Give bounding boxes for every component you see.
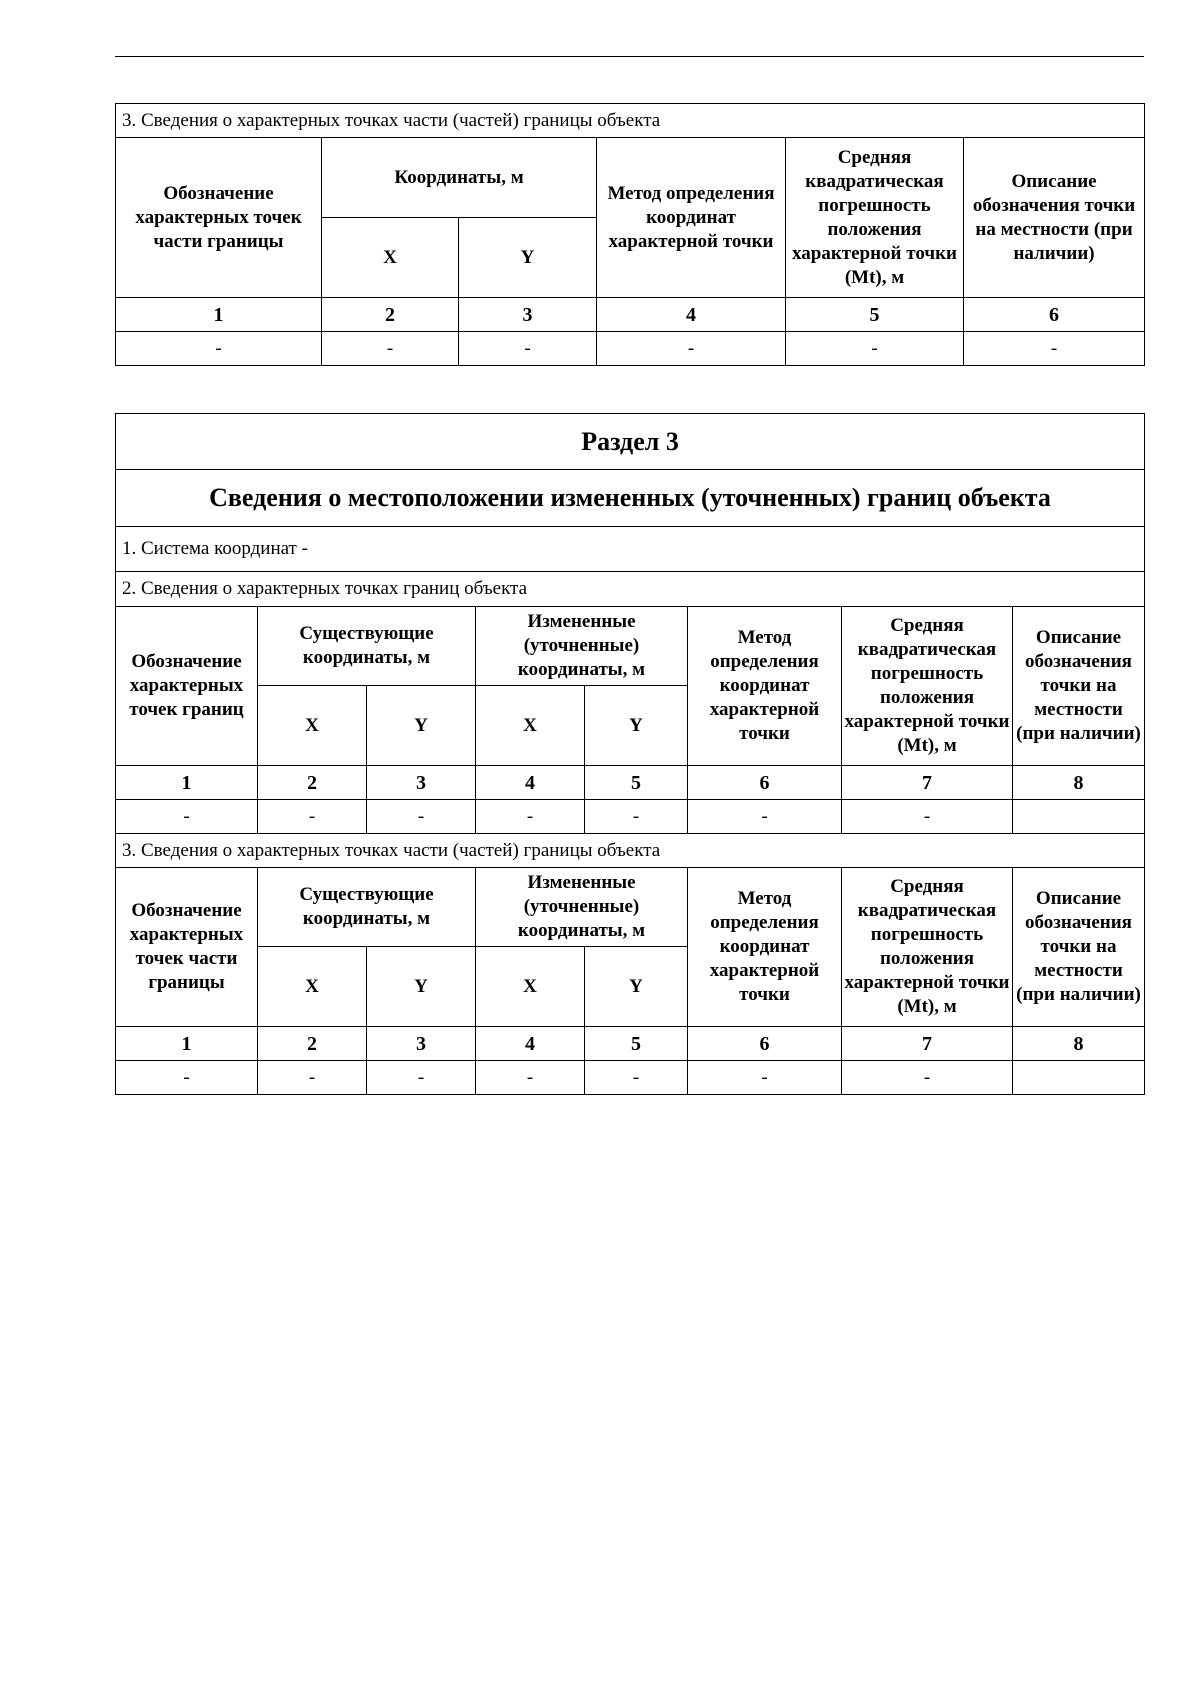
table-cell: - bbox=[597, 332, 786, 366]
header-method: Метод определения координат характерной точки bbox=[597, 138, 786, 298]
header-existing-y: Y bbox=[367, 686, 476, 766]
header-existing-y: Y bbox=[367, 947, 476, 1027]
header-method: Метод определения координат характерной точки bbox=[688, 868, 842, 1027]
coordinate-system-label: 1. Система координат - bbox=[116, 527, 1145, 572]
table-cell: - bbox=[116, 332, 322, 366]
column-number: 6 bbox=[688, 1027, 842, 1061]
page-top-rule bbox=[115, 56, 1144, 57]
column-number: 3 bbox=[367, 766, 476, 800]
table-cell: - bbox=[688, 1061, 842, 1095]
table-cell bbox=[1013, 800, 1145, 834]
table-cell: - bbox=[367, 800, 476, 834]
section-3-table bbox=[115, 413, 1145, 1095]
column-number: 7 bbox=[842, 1027, 1013, 1061]
header-description: Описание обозначения точки на местности (при наличии) bbox=[1013, 607, 1145, 766]
header-error: Средняя квадратическая погрешность положения характерной точки (Mt), м bbox=[842, 868, 1013, 1027]
column-numbers-row bbox=[116, 766, 1145, 800]
column-number: 4 bbox=[476, 766, 585, 800]
table-cell: - bbox=[842, 1061, 1013, 1095]
section-subtitle: Сведения о местоположении измененных (уточненных) границ объекта bbox=[116, 470, 1145, 527]
header-designation: Обозначение характерных точек границ bbox=[116, 607, 258, 766]
table-cell: - bbox=[258, 800, 367, 834]
column-number: 1 bbox=[116, 1027, 258, 1061]
header-x: X bbox=[322, 218, 459, 298]
table-cell: - bbox=[459, 332, 597, 366]
table-cell: - bbox=[688, 800, 842, 834]
column-number: 5 bbox=[585, 1027, 688, 1061]
column-number: 4 bbox=[597, 298, 786, 332]
table-row bbox=[116, 332, 1145, 366]
header-existing-x: X bbox=[258, 947, 367, 1027]
column-numbers-row bbox=[116, 298, 1145, 332]
table-cell: - bbox=[842, 800, 1013, 834]
column-number: 2 bbox=[258, 766, 367, 800]
header-description: Описание обозначения точки на местности (при наличии) bbox=[964, 138, 1145, 298]
table-row bbox=[116, 800, 1145, 834]
header-error: Средняя квадратическая погрешность положения характерной точки (Mt), м bbox=[786, 138, 964, 298]
column-number: 2 bbox=[258, 1027, 367, 1061]
header-y: Y bbox=[459, 218, 597, 298]
table-cell bbox=[1013, 1061, 1145, 1095]
column-number: 2 bbox=[322, 298, 459, 332]
header-changed-y: Y bbox=[585, 947, 688, 1027]
part-points-caption: 3. Сведения о характерных точках части (частей) границы объекта bbox=[116, 104, 1145, 138]
column-number: 1 bbox=[116, 298, 322, 332]
header-changed-coordinates: Измененные (уточненные) координаты, м bbox=[476, 607, 688, 686]
header-existing-x: X bbox=[258, 686, 367, 766]
table-cell: - bbox=[476, 800, 585, 834]
column-number: 3 bbox=[367, 1027, 476, 1061]
header-changed-coordinates: Измененные (уточненные) координаты, м bbox=[476, 868, 688, 947]
boundary-points-caption: 2. Сведения о характерных точках границ объекта bbox=[116, 572, 1145, 607]
header-error: Средняя квадратическая погрешность положения характерной точки (Mt), м bbox=[842, 607, 1013, 766]
part-points-table bbox=[115, 103, 1145, 366]
column-number: 8 bbox=[1013, 1027, 1145, 1061]
table-row bbox=[116, 1061, 1145, 1095]
header-designation: Обозначение характерных точек части границы bbox=[116, 868, 258, 1027]
table-cell: - bbox=[585, 800, 688, 834]
table-cell: - bbox=[786, 332, 964, 366]
header-changed-x: X bbox=[476, 686, 585, 766]
column-number: 7 bbox=[842, 766, 1013, 800]
column-number: 8 bbox=[1013, 766, 1145, 800]
table-cell: - bbox=[116, 1061, 258, 1095]
table-cell: - bbox=[322, 332, 459, 366]
section-title: Раздел 3 bbox=[116, 414, 1145, 470]
header-coordinates: Координаты, м bbox=[322, 138, 597, 218]
column-number: 6 bbox=[688, 766, 842, 800]
header-changed-x: X bbox=[476, 947, 585, 1027]
table-cell: - bbox=[116, 800, 258, 834]
table-cell: - bbox=[585, 1061, 688, 1095]
table-cell: - bbox=[367, 1061, 476, 1095]
header-existing-coordinates: Существующие координаты, м bbox=[258, 607, 476, 686]
header-description: Описание обозначения точки на местности (при наличии) bbox=[1013, 868, 1145, 1027]
header-changed-y: Y bbox=[585, 686, 688, 766]
header-method: Метод определения координат характерной точки bbox=[688, 607, 842, 766]
column-number: 3 bbox=[459, 298, 597, 332]
table-cell: - bbox=[258, 1061, 367, 1095]
column-number: 5 bbox=[786, 298, 964, 332]
column-number: 1 bbox=[116, 766, 258, 800]
column-number: 4 bbox=[476, 1027, 585, 1061]
column-numbers-row bbox=[116, 1027, 1145, 1061]
part-points-caption: 3. Сведения о характерных точках части (частей) границы объекта bbox=[116, 834, 1145, 868]
header-designation: Обозначение характерных точек части границы bbox=[116, 138, 322, 298]
column-number: 5 bbox=[585, 766, 688, 800]
header-existing-coordinates: Существующие координаты, м bbox=[258, 868, 476, 947]
column-number: 6 bbox=[964, 298, 1145, 332]
table-cell: - bbox=[964, 332, 1145, 366]
table-cell: - bbox=[476, 1061, 585, 1095]
